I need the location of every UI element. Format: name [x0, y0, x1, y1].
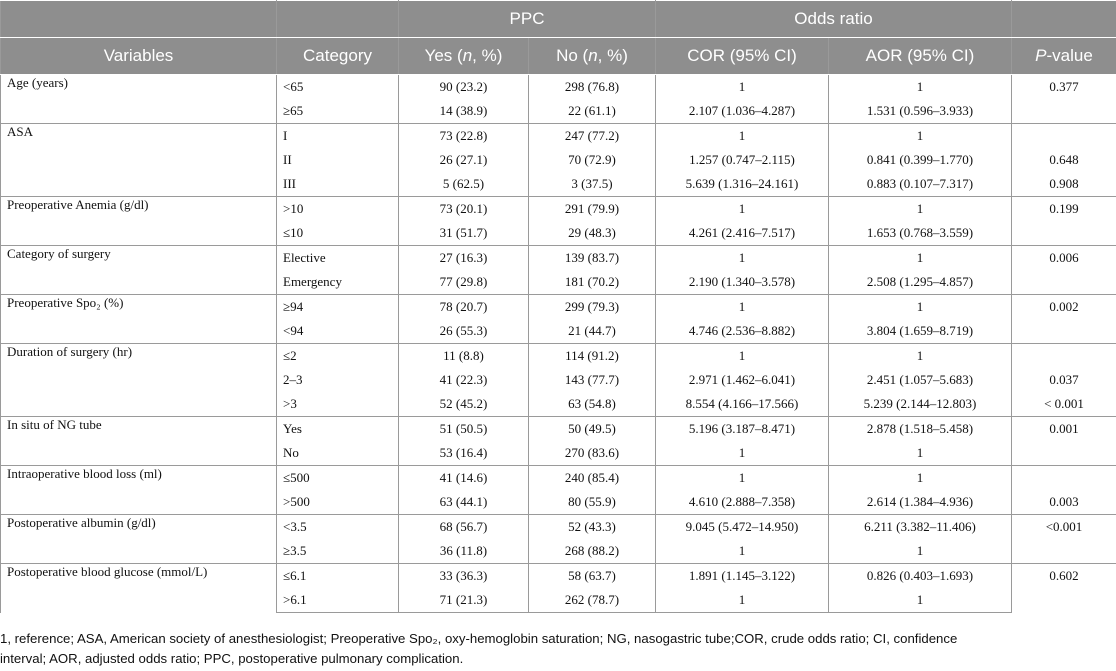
cor-cell: 1: [656, 246, 829, 271]
pvalue-line: 0.037: [1049, 372, 1079, 387]
aor-cell: 1: [829, 588, 1012, 613]
variable-cell: Category of surgery: [1, 246, 277, 295]
variable-cell: Age (years): [1, 75, 277, 124]
category-cell: I: [277, 124, 399, 149]
header-category: Category: [277, 38, 399, 75]
cor-cell: 9.045 (5.472–14.950): [656, 515, 829, 540]
pvalue-line: < 0.001: [1044, 396, 1084, 411]
cor-cell: 1: [656, 75, 829, 100]
yes-cell: 5 (62.5): [399, 172, 529, 197]
pvalue-line: [1018, 270, 1110, 294]
table-row: [1, 564, 1116, 589]
yes-cell: 53 (16.4): [399, 441, 529, 466]
header-yes: Yes (n, %): [399, 38, 529, 75]
header-no: No (n, %): [529, 38, 656, 75]
yes-cell: 33 (36.3): [399, 564, 529, 589]
table-footnote: [0, 629, 1116, 669]
pvalue-line: 0.002: [1049, 299, 1079, 314]
cor-cell: 4.261 (2.416–7.517): [656, 221, 829, 246]
variable-cell: Postoperative albumin (g/dl): [1, 515, 277, 564]
yes-cell: 73 (22.8): [399, 124, 529, 149]
aor-cell: 1: [829, 197, 1012, 222]
pvalue-cell: [1012, 124, 1116, 197]
no-cell: 270 (83.6): [529, 441, 656, 466]
cor-cell: 1: [656, 466, 829, 491]
aor-cell: 5.239 (2.144–12.803): [829, 392, 1012, 417]
category-cell: ≥94: [277, 295, 399, 320]
aor-cell: 1.653 (0.768–3.559): [829, 221, 1012, 246]
no-cell: 139 (83.7): [529, 246, 656, 271]
yes-cell: 14 (38.9): [399, 99, 529, 124]
pvalue-line: 0.908: [1049, 176, 1079, 191]
pvalue-line: [1018, 466, 1110, 490]
yes-cell: 36 (11.8): [399, 539, 529, 564]
cor-cell: 1.257 (0.747–2.115): [656, 148, 829, 172]
variable-cell: Postoperative blood glucose (mmol/L): [1, 564, 277, 613]
aor-cell: 6.211 (3.382–11.406): [829, 515, 1012, 540]
no-cell: 3 (37.5): [529, 172, 656, 197]
no-cell: 181 (70.2): [529, 270, 656, 295]
pvalue-cell: [1012, 466, 1116, 515]
table-row: [1, 466, 1116, 491]
aor-cell: 0.841 (0.399–1.770): [829, 148, 1012, 172]
cor-cell: 2.971 (1.462–6.041): [656, 368, 829, 392]
variable-cell: ASA: [1, 124, 277, 197]
variable-cell: Duration of surgery (hr): [1, 344, 277, 417]
aor-cell: 1: [829, 539, 1012, 564]
no-cell: 21 (44.7): [529, 319, 656, 344]
category-cell: ≥65: [277, 99, 399, 124]
cor-cell: 2.107 (1.036–4.287): [656, 99, 829, 124]
aor-cell: 2.451 (1.057–5.683): [829, 368, 1012, 392]
category-cell: III: [277, 172, 399, 197]
category-cell: >3: [277, 392, 399, 417]
aor-cell: 1: [829, 246, 1012, 271]
variable-cell: Preoperative Anemia (g/dl): [1, 197, 277, 246]
yes-cell: 11 (8.8): [399, 344, 529, 369]
header-ppc-group: PPC: [399, 1, 656, 38]
yes-cell: 71 (21.3): [399, 588, 529, 613]
header-blank-cell: [1, 1, 277, 38]
pvalue-line: [1018, 124, 1110, 148]
no-cell: 247 (77.2): [529, 124, 656, 149]
cor-cell: 1: [656, 539, 829, 564]
table-row: [1, 344, 1116, 369]
aor-cell: 2.508 (1.295–4.857): [829, 270, 1012, 295]
yes-cell: 51 (50.5): [399, 417, 529, 442]
pvalue-line: 0.602: [1049, 568, 1079, 583]
cor-cell: 4.746 (2.536–8.882): [656, 319, 829, 344]
no-cell: 80 (55.9): [529, 490, 656, 515]
pvalue-cell: [1012, 246, 1116, 295]
category-cell: No: [277, 441, 399, 466]
pvalue-cell: [1012, 295, 1116, 344]
header-pvalue: P-value: [1012, 38, 1116, 75]
yes-cell: 41 (14.6): [399, 466, 529, 491]
aor-cell: 1: [829, 344, 1012, 369]
yes-cell: 68 (56.7): [399, 515, 529, 540]
no-cell: 63 (54.8): [529, 392, 656, 417]
aor-cell: 2.878 (1.518–5.458): [829, 417, 1012, 442]
variable-cell: In situ of NG tube: [1, 417, 277, 466]
pvalue-line: [1018, 221, 1110, 245]
no-cell: 58 (63.7): [529, 564, 656, 589]
cor-cell: 1: [656, 197, 829, 222]
cor-cell: 5.639 (1.316–24.161): [656, 172, 829, 197]
header-column-row: [1, 38, 1116, 75]
cor-cell: 5.196 (3.187–8.471): [656, 417, 829, 442]
cor-cell: 2.190 (1.340–3.578): [656, 270, 829, 295]
category-cell: ≤2: [277, 344, 399, 369]
pvalue-line: 0.003: [1049, 494, 1079, 509]
cor-cell: 1.891 (1.145–3.122): [656, 564, 829, 589]
pvalue-cell: [1012, 515, 1116, 564]
footnote-line: 1, reference; ASA, American society of anesthesiologist; Preoperative Spo₂, oxy-hemoglobin saturation; NG, nasogastric tube;COR, crude odds ratio; CI, confidence: [0, 631, 958, 646]
pvalue-line: 0.648: [1049, 152, 1079, 167]
yes-cell: 63 (44.1): [399, 490, 529, 515]
pvalue-line: [1018, 441, 1110, 465]
pvalue-line: [1018, 539, 1110, 563]
pvalue-cell: [1012, 417, 1116, 466]
aor-cell: 3.804 (1.659–8.719): [829, 319, 1012, 344]
category-cell: ≤6.1: [277, 564, 399, 589]
category-cell: ≥3.5: [277, 539, 399, 564]
category-cell: Elective: [277, 246, 399, 271]
variable-cell: Intraoperative blood loss (ml): [1, 466, 277, 515]
aor-cell: 1: [829, 295, 1012, 320]
table-row: [1, 124, 1116, 149]
yes-cell: 31 (51.7): [399, 221, 529, 246]
table-row: [1, 295, 1116, 320]
header-blank-cell: [277, 1, 399, 38]
aor-cell: 1: [829, 441, 1012, 466]
no-cell: 22 (61.1): [529, 99, 656, 124]
category-cell: ≤500: [277, 466, 399, 491]
yes-cell: 73 (20.1): [399, 197, 529, 222]
cor-cell: 4.610 (2.888–7.358): [656, 490, 829, 515]
category-cell: II: [277, 148, 399, 172]
table-row: [1, 197, 1116, 222]
pvalue-line: 0.377: [1049, 79, 1079, 94]
category-cell: >500: [277, 490, 399, 515]
cor-cell: 1: [656, 441, 829, 466]
aor-cell: 0.826 (0.403–1.693): [829, 564, 1012, 589]
pvalue-line: <0.001: [1045, 519, 1083, 534]
pvalue-cell: [1012, 564, 1116, 613]
cor-cell: 1: [656, 124, 829, 149]
category-cell: <3.5: [277, 515, 399, 540]
yes-cell: 41 (22.3): [399, 368, 529, 392]
yes-cell: 78 (20.7): [399, 295, 529, 320]
cor-cell: 1: [656, 295, 829, 320]
category-cell: >6.1: [277, 588, 399, 613]
table-row: [1, 417, 1116, 442]
header-blank-cell: [1012, 1, 1116, 38]
table-row: [1, 75, 1116, 100]
pvalue-line: [1018, 344, 1110, 368]
no-cell: 268 (88.2): [529, 539, 656, 564]
header-variables: Variables: [1, 38, 277, 75]
no-cell: 114 (91.2): [529, 344, 656, 369]
cor-cell: 8.554 (4.166–17.566): [656, 392, 829, 417]
no-cell: 29 (48.3): [529, 221, 656, 246]
no-cell: 262 (78.7): [529, 588, 656, 613]
yes-cell: 26 (27.1): [399, 148, 529, 172]
yes-cell: 77 (29.8): [399, 270, 529, 295]
footnote-line: interval; AOR, adjusted odds ratio; PPC, postoperative pulmonary complication.: [0, 651, 464, 666]
table-header: [1, 1, 1116, 75]
no-cell: 52 (43.3): [529, 515, 656, 540]
aor-cell: 1: [829, 124, 1012, 149]
category-cell: <94: [277, 319, 399, 344]
cor-cell: 1: [656, 588, 829, 613]
category-cell: Yes: [277, 417, 399, 442]
cor-cell: 1: [656, 344, 829, 369]
header-cor: COR (95% CI): [656, 38, 829, 75]
category-cell: 2–3: [277, 368, 399, 392]
no-cell: 299 (79.3): [529, 295, 656, 320]
table-row: [1, 246, 1116, 271]
pvalue-line: [1018, 319, 1110, 343]
header-aor: AOR (95% CI): [829, 38, 1012, 75]
category-cell: <65: [277, 75, 399, 100]
category-cell: Emergency: [277, 270, 399, 295]
pvalue-line: [1018, 588, 1110, 612]
yes-cell: 27 (16.3): [399, 246, 529, 271]
yes-cell: 90 (23.2): [399, 75, 529, 100]
variable-cell: Preoperative Spo₂ (%): [1, 295, 277, 344]
table-row: [1, 515, 1116, 540]
pvalue-line: 0.001: [1049, 421, 1079, 436]
pvalue-line: 0.006: [1049, 250, 1079, 265]
aor-cell: 1.531 (0.596–3.933): [829, 99, 1012, 124]
no-cell: 298 (76.8): [529, 75, 656, 100]
aor-cell: 1: [829, 75, 1012, 100]
no-cell: 240 (85.4): [529, 466, 656, 491]
pvalue-line: 0.199: [1049, 201, 1079, 216]
pvalue-line: [1018, 99, 1110, 123]
header-group-row: [1, 1, 1116, 38]
pvalue-cell: [1012, 75, 1116, 124]
pvalue-cell: [1012, 197, 1116, 246]
aor-cell: 2.614 (1.384–4.936): [829, 490, 1012, 515]
no-cell: 70 (72.9): [529, 148, 656, 172]
category-cell: ≤10: [277, 221, 399, 246]
aor-cell: 1: [829, 466, 1012, 491]
no-cell: 143 (77.7): [529, 368, 656, 392]
aor-cell: 0.883 (0.107–7.317): [829, 172, 1012, 197]
category-cell: >10: [277, 197, 399, 222]
yes-cell: 52 (45.2): [399, 392, 529, 417]
table-body: [1, 75, 1116, 613]
no-cell: 291 (79.9): [529, 197, 656, 222]
yes-cell: 26 (55.3): [399, 319, 529, 344]
no-cell: 50 (49.5): [529, 417, 656, 442]
pvalue-cell: [1012, 344, 1116, 417]
header-odds-ratio-group: Odds ratio: [656, 1, 1012, 38]
